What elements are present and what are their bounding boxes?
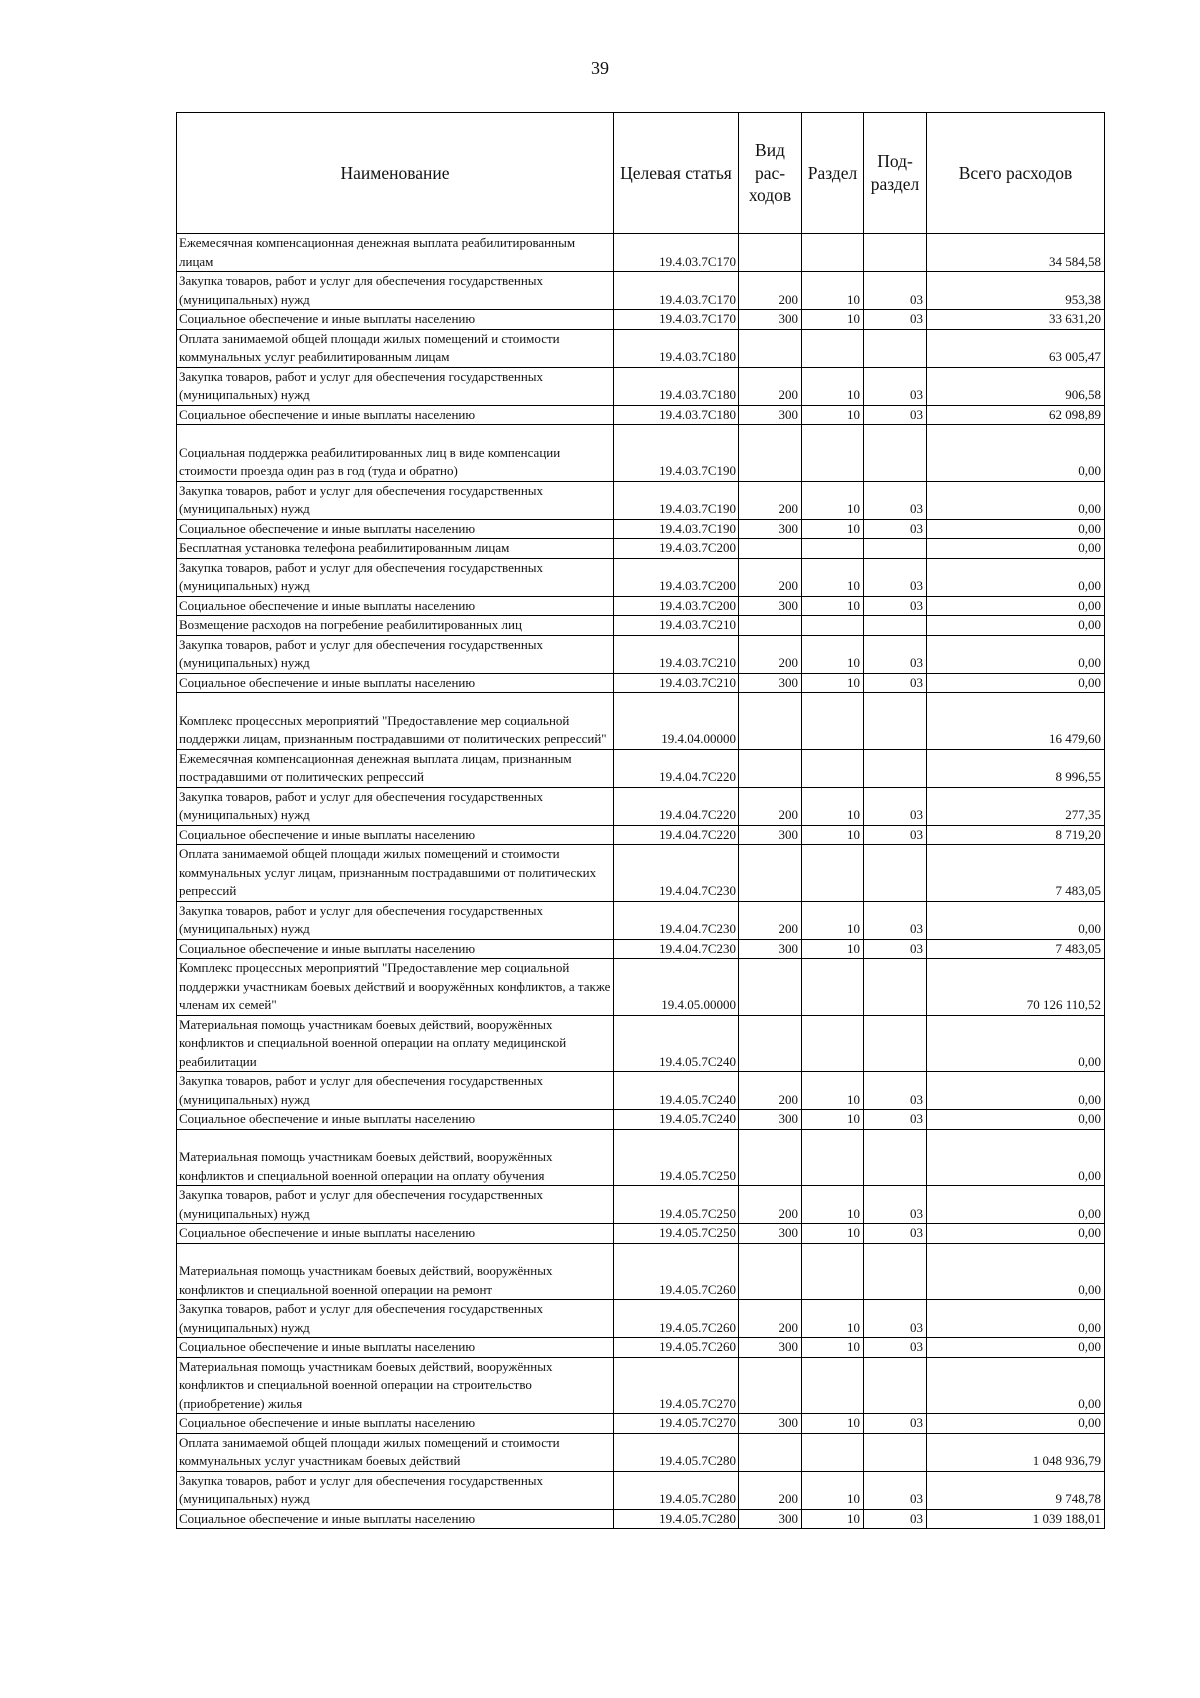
cell-section: 10 bbox=[802, 596, 864, 616]
cell-total: 0,00 bbox=[927, 1186, 1105, 1224]
cell-target-article: 19.4.05.7С250 bbox=[614, 1186, 739, 1224]
table-row bbox=[177, 939, 1105, 959]
cell-section: 10 bbox=[802, 1338, 864, 1358]
table-row bbox=[177, 1129, 1105, 1186]
cell-expense-kind bbox=[739, 693, 802, 750]
cell-name: Социальное обеспечение и иные выплаты населению bbox=[177, 1110, 614, 1130]
cell-expense-kind: 200 bbox=[739, 272, 802, 310]
table-row bbox=[177, 1338, 1105, 1358]
cell-name: Закупка товаров, работ и услуг для обеспечения государственных (муниципальных) нужд bbox=[177, 558, 614, 596]
table-row bbox=[177, 1015, 1105, 1072]
cell-section: 10 bbox=[802, 1300, 864, 1338]
cell-name: Возмещение расходов на погребение реабилитированных лиц bbox=[177, 616, 614, 636]
cell-subsection: 03 bbox=[864, 367, 927, 405]
cell-section bbox=[802, 616, 864, 636]
cell-target-article: 19.4.04.00000 bbox=[614, 693, 739, 750]
cell-target-article: 19.4.05.7С280 bbox=[614, 1509, 739, 1529]
cell-name: Социальное обеспечение и иные выплаты населению bbox=[177, 1414, 614, 1434]
cell-name: Закупка товаров, работ и услуг для обеспечения государственных (муниципальных) нужд bbox=[177, 901, 614, 939]
table-row bbox=[177, 1072, 1105, 1110]
cell-target-article: 19.4.03.7С190 bbox=[614, 425, 739, 482]
cell-total: 0,00 bbox=[927, 616, 1105, 636]
cell-subsection bbox=[864, 1243, 927, 1300]
cell-subsection: 03 bbox=[864, 1471, 927, 1509]
cell-name: Комплекс процессных мероприятий "Предоставление мер социальной поддержки участникам боевых действий и вооружённых конфликтов, а также членам их семей" bbox=[177, 959, 614, 1016]
cell-section: 10 bbox=[802, 673, 864, 693]
table-row bbox=[177, 901, 1105, 939]
cell-expense-kind: 200 bbox=[739, 367, 802, 405]
cell-target-article: 19.4.05.00000 bbox=[614, 959, 739, 1016]
cell-expense-kind bbox=[739, 1357, 802, 1414]
cell-subsection bbox=[864, 425, 927, 482]
cell-expense-kind: 300 bbox=[739, 310, 802, 330]
table-row bbox=[177, 405, 1105, 425]
table-row bbox=[177, 616, 1105, 636]
cell-total: 0,00 bbox=[927, 596, 1105, 616]
cell-section bbox=[802, 749, 864, 787]
cell-target-article: 19.4.04.7С230 bbox=[614, 845, 739, 902]
cell-section: 10 bbox=[802, 901, 864, 939]
cell-target-article: 19.4.03.7С180 bbox=[614, 405, 739, 425]
table-row bbox=[177, 519, 1105, 539]
cell-subsection bbox=[864, 845, 927, 902]
header-target-article: Целевая статья bbox=[614, 113, 739, 234]
cell-target-article: 19.4.04.7С230 bbox=[614, 901, 739, 939]
cell-section: 10 bbox=[802, 558, 864, 596]
cell-total: 0,00 bbox=[927, 539, 1105, 559]
cell-target-article: 19.4.05.7С280 bbox=[614, 1471, 739, 1509]
table-row bbox=[177, 539, 1105, 559]
cell-name: Социальное обеспечение и иные выплаты населению bbox=[177, 939, 614, 959]
cell-name: Социальная поддержка реабилитированных лиц в виде компенсации стоимости проезда один раз в год (туда и обратно) bbox=[177, 425, 614, 482]
cell-section: 10 bbox=[802, 519, 864, 539]
cell-subsection: 03 bbox=[864, 1224, 927, 1244]
cell-section: 10 bbox=[802, 1509, 864, 1529]
cell-name: Закупка товаров, работ и услуг для обеспечения государственных (муниципальных) нужд bbox=[177, 481, 614, 519]
cell-total: 0,00 bbox=[927, 673, 1105, 693]
cell-expense-kind: 300 bbox=[739, 1414, 802, 1434]
cell-subsection: 03 bbox=[864, 1110, 927, 1130]
cell-section bbox=[802, 1243, 864, 1300]
cell-subsection bbox=[864, 959, 927, 1016]
cell-expense-kind: 200 bbox=[739, 558, 802, 596]
table-row bbox=[177, 1471, 1105, 1509]
cell-target-article: 19.4.03.7С200 bbox=[614, 539, 739, 559]
table-row bbox=[177, 1224, 1105, 1244]
cell-total: 0,00 bbox=[927, 1414, 1105, 1434]
cell-name: Закупка товаров, работ и услуг для обеспечения государственных (муниципальных) нужд bbox=[177, 1300, 614, 1338]
table-row bbox=[177, 825, 1105, 845]
cell-expense-kind bbox=[739, 329, 802, 367]
cell-expense-kind: 200 bbox=[739, 481, 802, 519]
cell-name: Социальное обеспечение и иные выплаты населению bbox=[177, 1224, 614, 1244]
cell-total: 0,00 bbox=[927, 425, 1105, 482]
cell-section bbox=[802, 1129, 864, 1186]
cell-expense-kind bbox=[739, 1129, 802, 1186]
cell-expense-kind bbox=[739, 1243, 802, 1300]
cell-expense-kind: 300 bbox=[739, 939, 802, 959]
cell-section bbox=[802, 959, 864, 1016]
header-total: Всего расходов bbox=[927, 113, 1105, 234]
cell-name: Материальная помощь участникам боевых действий, вооружённых конфликтов и специальной военной операции на строительство (приобретение) жилья bbox=[177, 1357, 614, 1414]
cell-name: Социальное обеспечение и иные выплаты населению bbox=[177, 1338, 614, 1358]
cell-target-article: 19.4.03.7С200 bbox=[614, 558, 739, 596]
cell-expense-kind bbox=[739, 845, 802, 902]
cell-name: Ежемесячная компенсационная денежная выплата реабилитированным лицам bbox=[177, 234, 614, 272]
cell-total: 16 479,60 bbox=[927, 693, 1105, 750]
cell-total: 0,00 bbox=[927, 1072, 1105, 1110]
cell-total: 953,38 bbox=[927, 272, 1105, 310]
table-row bbox=[177, 1300, 1105, 1338]
cell-expense-kind bbox=[739, 616, 802, 636]
cell-expense-kind: 200 bbox=[739, 787, 802, 825]
cell-name: Закупка товаров, работ и услуг для обеспечения государственных (муниципальных) нужд bbox=[177, 272, 614, 310]
cell-total: 0,00 bbox=[927, 558, 1105, 596]
table-row bbox=[177, 234, 1105, 272]
cell-name: Материальная помощь участникам боевых действий, вооружённых конфликтов и специальной военной операции на оплату обучения bbox=[177, 1129, 614, 1186]
table-row bbox=[177, 596, 1105, 616]
cell-total: 1 039 188,01 bbox=[927, 1509, 1105, 1529]
cell-expense-kind: 300 bbox=[739, 825, 802, 845]
cell-expense-kind: 300 bbox=[739, 1338, 802, 1358]
cell-total: 0,00 bbox=[927, 481, 1105, 519]
cell-total: 8 719,20 bbox=[927, 825, 1105, 845]
cell-name: Социальное обеспечение и иные выплаты населению bbox=[177, 673, 614, 693]
cell-expense-kind: 200 bbox=[739, 901, 802, 939]
table-row bbox=[177, 558, 1105, 596]
cell-subsection bbox=[864, 234, 927, 272]
cell-target-article: 19.4.03.7С200 bbox=[614, 596, 739, 616]
cell-total: 0,00 bbox=[927, 1224, 1105, 1244]
cell-expense-kind: 200 bbox=[739, 1300, 802, 1338]
cell-expense-kind bbox=[739, 1433, 802, 1471]
cell-name: Социальное обеспечение и иные выплаты населению bbox=[177, 596, 614, 616]
cell-subsection: 03 bbox=[864, 481, 927, 519]
cell-section: 10 bbox=[802, 1471, 864, 1509]
cell-name: Социальное обеспечение и иные выплаты населению bbox=[177, 405, 614, 425]
cell-name: Социальное обеспечение и иные выплаты населению bbox=[177, 519, 614, 539]
cell-section: 10 bbox=[802, 939, 864, 959]
cell-section: 10 bbox=[802, 405, 864, 425]
cell-subsection: 03 bbox=[864, 596, 927, 616]
cell-name: Комплекс процессных мероприятий "Предоставление мер социальной поддержки лицам, признанным пострадавшими от политических репрессий" bbox=[177, 693, 614, 750]
cell-total: 7 483,05 bbox=[927, 939, 1105, 959]
cell-subsection bbox=[864, 1015, 927, 1072]
cell-target-article: 19.4.03.7С190 bbox=[614, 519, 739, 539]
cell-target-article: 19.4.05.7С260 bbox=[614, 1338, 739, 1358]
cell-expense-kind: 300 bbox=[739, 596, 802, 616]
cell-target-article: 19.4.05.7С240 bbox=[614, 1110, 739, 1130]
cell-subsection: 03 bbox=[864, 1300, 927, 1338]
table-row bbox=[177, 1357, 1105, 1414]
cell-target-article: 19.4.04.7С220 bbox=[614, 825, 739, 845]
cell-total: 0,00 bbox=[927, 901, 1105, 939]
cell-expense-kind: 300 bbox=[739, 519, 802, 539]
cell-target-article: 19.4.03.7С210 bbox=[614, 616, 739, 636]
table-row bbox=[177, 693, 1105, 750]
cell-total: 0,00 bbox=[927, 1015, 1105, 1072]
cell-expense-kind: 300 bbox=[739, 1110, 802, 1130]
table-row bbox=[177, 1243, 1105, 1300]
cell-expense-kind bbox=[739, 234, 802, 272]
cell-total: 62 098,89 bbox=[927, 405, 1105, 425]
cell-target-article: 19.4.05.7С250 bbox=[614, 1224, 739, 1244]
cell-subsection: 03 bbox=[864, 901, 927, 939]
cell-subsection bbox=[864, 329, 927, 367]
cell-section bbox=[802, 1433, 864, 1471]
table-row bbox=[177, 425, 1105, 482]
cell-subsection: 03 bbox=[864, 673, 927, 693]
cell-expense-kind: 200 bbox=[739, 635, 802, 673]
cell-subsection: 03 bbox=[864, 519, 927, 539]
cell-name: Закупка товаров, работ и услуг для обеспечения государственных (муниципальных) нужд bbox=[177, 1072, 614, 1110]
cell-subsection bbox=[864, 1129, 927, 1186]
cell-section: 10 bbox=[802, 310, 864, 330]
cell-target-article: 19.4.05.7С260 bbox=[614, 1243, 739, 1300]
cell-section bbox=[802, 693, 864, 750]
cell-section: 10 bbox=[802, 1224, 864, 1244]
table-row bbox=[177, 1509, 1105, 1529]
cell-section: 10 bbox=[802, 481, 864, 519]
cell-target-article: 19.4.04.7С220 bbox=[614, 749, 739, 787]
table-row bbox=[177, 673, 1105, 693]
cell-expense-kind bbox=[739, 1015, 802, 1072]
cell-total: 34 584,58 bbox=[927, 234, 1105, 272]
cell-total: 0,00 bbox=[927, 1243, 1105, 1300]
cell-target-article: 19.4.05.7С280 bbox=[614, 1433, 739, 1471]
cell-subsection: 03 bbox=[864, 787, 927, 825]
cell-section: 10 bbox=[802, 825, 864, 845]
cell-total: 8 996,55 bbox=[927, 749, 1105, 787]
header-section: Раздел bbox=[802, 113, 864, 234]
table-body bbox=[177, 234, 1105, 1529]
cell-name: Закупка товаров, работ и услуг для обеспечения государственных (муниципальных) нужд bbox=[177, 367, 614, 405]
cell-expense-kind: 300 bbox=[739, 673, 802, 693]
cell-expense-kind: 200 bbox=[739, 1072, 802, 1110]
cell-section: 10 bbox=[802, 272, 864, 310]
cell-name: Социальное обеспечение и иные выплаты населению bbox=[177, 825, 614, 845]
table-row bbox=[177, 1414, 1105, 1434]
cell-expense-kind: 200 bbox=[739, 1186, 802, 1224]
cell-target-article: 19.4.05.7С250 bbox=[614, 1129, 739, 1186]
cell-target-article: 19.4.03.7С210 bbox=[614, 673, 739, 693]
cell-name: Материальная помощь участникам боевых действий, вооружённых конфликтов и специальной военной операции на ремонт bbox=[177, 1243, 614, 1300]
cell-total: 906,58 bbox=[927, 367, 1105, 405]
cell-name: Закупка товаров, работ и услуг для обеспечения государственных (муниципальных) нужд bbox=[177, 1471, 614, 1509]
cell-target-article: 19.4.03.7С170 bbox=[614, 310, 739, 330]
cell-subsection bbox=[864, 1357, 927, 1414]
cell-subsection: 03 bbox=[864, 405, 927, 425]
cell-total: 0,00 bbox=[927, 519, 1105, 539]
table-header bbox=[177, 113, 1105, 234]
cell-total: 63 005,47 bbox=[927, 329, 1105, 367]
cell-section: 10 bbox=[802, 1414, 864, 1434]
cell-name: Оплата занимаемой общей площади жилых помещений и стоимости коммунальных услуг участникам боевых действий bbox=[177, 1433, 614, 1471]
table-row bbox=[177, 635, 1105, 673]
cell-target-article: 19.4.05.7С270 bbox=[614, 1414, 739, 1434]
cell-expense-kind bbox=[739, 425, 802, 482]
table-row bbox=[177, 1186, 1105, 1224]
cell-target-article: 19.4.03.7С170 bbox=[614, 272, 739, 310]
cell-subsection bbox=[864, 539, 927, 559]
cell-total: 0,00 bbox=[927, 1338, 1105, 1358]
cell-section bbox=[802, 1015, 864, 1072]
cell-subsection: 03 bbox=[864, 310, 927, 330]
table-row bbox=[177, 310, 1105, 330]
cell-section bbox=[802, 425, 864, 482]
cell-target-article: 19.4.05.7С240 bbox=[614, 1015, 739, 1072]
cell-target-article: 19.4.04.7С230 bbox=[614, 939, 739, 959]
table-row bbox=[177, 1433, 1105, 1471]
cell-section bbox=[802, 329, 864, 367]
cell-target-article: 19.4.05.7С240 bbox=[614, 1072, 739, 1110]
header-row bbox=[177, 113, 1105, 234]
cell-subsection: 03 bbox=[864, 635, 927, 673]
cell-target-article: 19.4.03.7С210 bbox=[614, 635, 739, 673]
cell-section: 10 bbox=[802, 1072, 864, 1110]
cell-name: Закупка товаров, работ и услуг для обеспечения государственных (муниципальных) нужд bbox=[177, 787, 614, 825]
header-subsection: Под-раздел bbox=[864, 113, 927, 234]
cell-section bbox=[802, 845, 864, 902]
cell-section: 10 bbox=[802, 1186, 864, 1224]
cell-subsection bbox=[864, 1433, 927, 1471]
cell-target-article: 19.4.03.7С170 bbox=[614, 234, 739, 272]
table-row bbox=[177, 959, 1105, 1016]
cell-expense-kind bbox=[739, 749, 802, 787]
cell-subsection: 03 bbox=[864, 939, 927, 959]
cell-total: 0,00 bbox=[927, 1300, 1105, 1338]
cell-total: 0,00 bbox=[927, 1129, 1105, 1186]
cell-subsection: 03 bbox=[864, 1414, 927, 1434]
cell-expense-kind bbox=[739, 959, 802, 1016]
cell-total: 277,35 bbox=[927, 787, 1105, 825]
cell-total: 0,00 bbox=[927, 635, 1105, 673]
cell-subsection bbox=[864, 616, 927, 636]
cell-expense-kind: 200 bbox=[739, 1471, 802, 1509]
page-number: 39 bbox=[591, 58, 609, 78]
cell-subsection bbox=[864, 693, 927, 750]
cell-target-article: 19.4.05.7С260 bbox=[614, 1300, 739, 1338]
cell-name: Закупка товаров, работ и услуг для обеспечения государственных (муниципальных) нужд bbox=[177, 1186, 614, 1224]
cell-total: 7 483,05 bbox=[927, 845, 1105, 902]
cell-target-article: 19.4.04.7С220 bbox=[614, 787, 739, 825]
cell-section bbox=[802, 234, 864, 272]
budget-table bbox=[176, 112, 1105, 1529]
table-row bbox=[177, 1110, 1105, 1130]
cell-name: Бесплатная установка телефона реабилитированным лицам bbox=[177, 539, 614, 559]
cell-subsection: 03 bbox=[864, 1186, 927, 1224]
cell-section: 10 bbox=[802, 367, 864, 405]
cell-target-article: 19.4.03.7С180 bbox=[614, 329, 739, 367]
cell-name: Материальная помощь участникам боевых действий, вооружённых конфликтов и специальной военной операции на оплату медицинской реабилитации bbox=[177, 1015, 614, 1072]
cell-section bbox=[802, 1357, 864, 1414]
cell-name: Социальное обеспечение и иные выплаты населению bbox=[177, 310, 614, 330]
cell-expense-kind: 300 bbox=[739, 1509, 802, 1529]
table-row bbox=[177, 749, 1105, 787]
cell-subsection: 03 bbox=[864, 825, 927, 845]
cell-expense-kind: 300 bbox=[739, 405, 802, 425]
cell-section: 10 bbox=[802, 635, 864, 673]
table-row bbox=[177, 787, 1105, 825]
cell-target-article: 19.4.05.7С270 bbox=[614, 1357, 739, 1414]
cell-subsection: 03 bbox=[864, 1338, 927, 1358]
cell-name: Закупка товаров, работ и услуг для обеспечения государственных (муниципальных) нужд bbox=[177, 635, 614, 673]
cell-total: 9 748,78 bbox=[927, 1471, 1105, 1509]
header-name: Наименование bbox=[177, 113, 614, 234]
table-row bbox=[177, 367, 1105, 405]
cell-section: 10 bbox=[802, 787, 864, 825]
header-expense-kind: Вид рас-ходов bbox=[739, 113, 802, 234]
table-row bbox=[177, 329, 1105, 367]
cell-subsection: 03 bbox=[864, 558, 927, 596]
cell-target-article: 19.4.03.7С180 bbox=[614, 367, 739, 405]
table-row bbox=[177, 272, 1105, 310]
cell-total: 0,00 bbox=[927, 1110, 1105, 1130]
cell-section: 10 bbox=[802, 1110, 864, 1130]
cell-subsection: 03 bbox=[864, 272, 927, 310]
cell-name: Оплата занимаемой общей площади жилых помещений и стоимости коммунальных услуг реабилитированным лицам bbox=[177, 329, 614, 367]
cell-total: 1 048 936,79 bbox=[927, 1433, 1105, 1471]
cell-total: 0,00 bbox=[927, 1357, 1105, 1414]
cell-name: Социальное обеспечение и иные выплаты населению bbox=[177, 1509, 614, 1529]
cell-total: 33 631,20 bbox=[927, 310, 1105, 330]
cell-target-article: 19.4.03.7С190 bbox=[614, 481, 739, 519]
cell-total: 70 126 110,52 bbox=[927, 959, 1105, 1016]
cell-subsection: 03 bbox=[864, 1072, 927, 1110]
cell-name: Оплата занимаемой общей площади жилых помещений и стоимости коммунальных услуг лицам, признанным пострадавшими от политических репрессий bbox=[177, 845, 614, 902]
cell-name: Ежемесячная компенсационная денежная выплата лицам, признанным пострадавшими от политических репрессий bbox=[177, 749, 614, 787]
cell-expense-kind: 300 bbox=[739, 1224, 802, 1244]
cell-expense-kind bbox=[739, 539, 802, 559]
table-row bbox=[177, 845, 1105, 902]
cell-section bbox=[802, 539, 864, 559]
cell-subsection: 03 bbox=[864, 1509, 927, 1529]
cell-subsection bbox=[864, 749, 927, 787]
table-row bbox=[177, 481, 1105, 519]
